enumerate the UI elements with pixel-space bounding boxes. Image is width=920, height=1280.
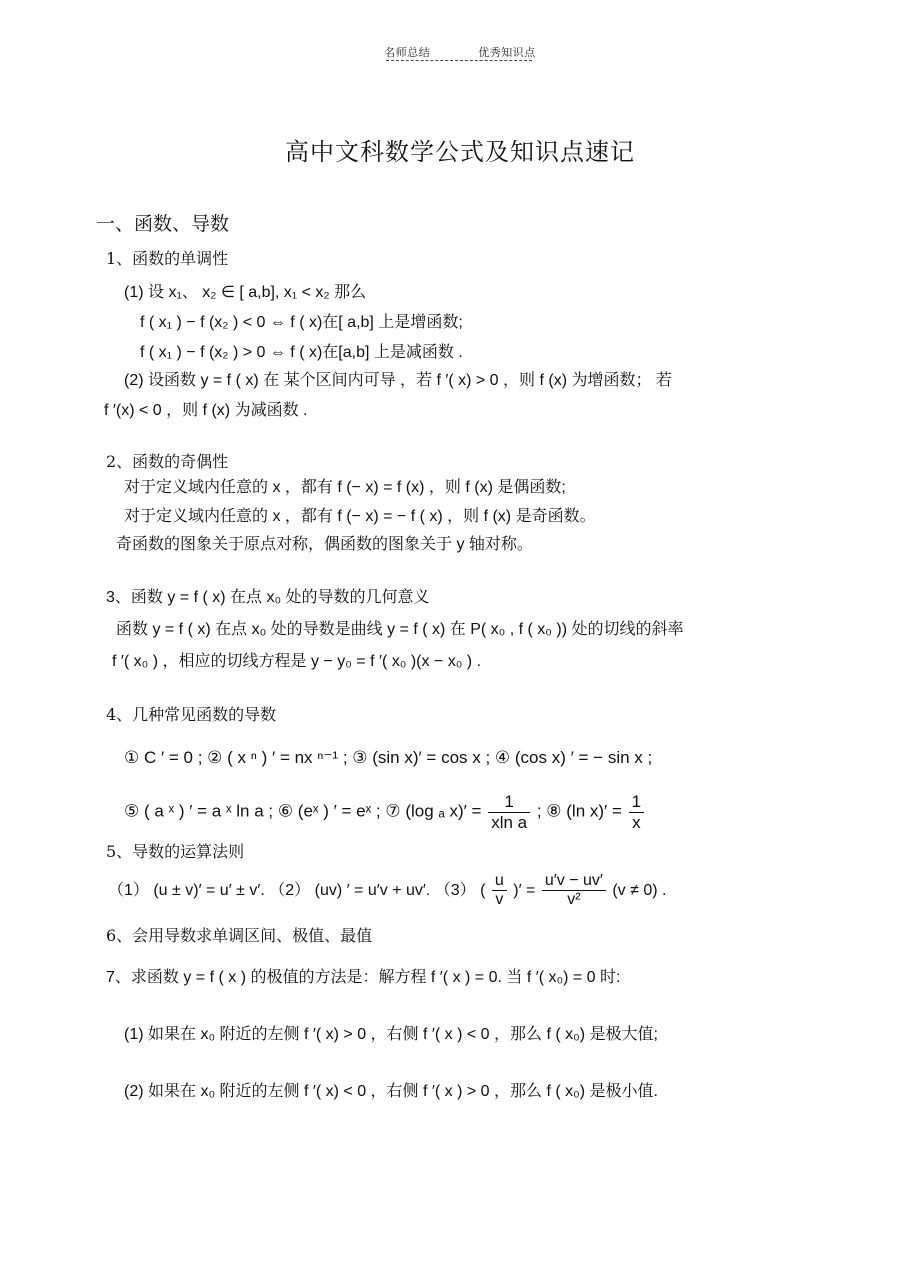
heading-extremum-method: 7、求函数 y = f ( x ) 的极值的方法是：解方程 f ′( x ) = 0. 当 f ′( x₀) = 0 时: — [106, 969, 621, 986]
extremum-minimum: (2) 如果在 x₀ 附近的左侧 f ′( x) < 0 ，右侧 f ′( x ) > 0 ，那么 f ( x₀) 是极小值. — [124, 1083, 658, 1100]
derivative-rules-formulas — [108, 872, 666, 910]
quotient-rule-middle: )′ = — [513, 882, 536, 900]
derivative-rules-sum-product: （1） (u ± v)′ = u′ ± v′. （2） (uv) ′ = u′v + uv′. （3） ( — [108, 882, 486, 900]
common-derivatives-row1: ① C ′ = 0 ; ② ( x ⁿ ) ′ = nx ⁿ⁻¹ ; ③ (sin x)′ = cos x ; ④ (cos x) ′ = − sin x ; — [124, 748, 653, 767]
ln-derivative-numerator: 1 — [629, 792, 644, 813]
heading-monotone-intervals: 6、会用导数求单调区间、极值、最值 — [106, 926, 373, 945]
page-title: 高中文科数学公式及知识点速记 — [285, 138, 635, 166]
header-divider — [386, 60, 532, 61]
parity-odd: 对于定义域内任意的 x ，都有 f (− x) = − f ( x) ，则 f (x) 是奇函数。 — [124, 508, 596, 525]
common-derivatives-row2-b: ; ⑧ (ln x)′ = — [536, 801, 622, 821]
heading-parity: 2、函数的奇偶性 — [106, 452, 229, 471]
parity-symmetry: 奇函数的图象关于原点对称，偶函数的图象关于 y 轴对称。 — [116, 536, 533, 553]
heading-monotonicity: 1、函数的单调性 — [106, 249, 229, 268]
monotonicity-decreasing: f ( x₁ ) − f (x₂ ) > 0 ⇔ f ( x)在[a,b] 上是减函数 . — [140, 344, 463, 361]
monotonicity-derivative-criterion-cont: f ′(x) < 0 ，则 f (x) 为减函数 . — [104, 402, 308, 419]
monotonicity-def: (1) 设 x₁、 x₂ ∈ [ a,b], x₁ < x₂ 那么 — [124, 284, 367, 301]
common-derivatives-row2-a: ⑤ ( a ˣ ) ′ = a ˣ ln a ; ⑥ (eˣ ) ′ = eˣ ; ⑦ (log ₐ x)′ = — [124, 801, 482, 821]
quotient-v: v — [495, 891, 504, 909]
parity-even: 对于定义域内任意的 x ，都有 f (− x) = f (x) ，则 f (x) 是偶函数; — [124, 479, 566, 496]
quotient-u: u — [492, 872, 507, 891]
heading-common-derivatives: 4、几种常见函数的导数 — [106, 705, 277, 724]
extremum-maximum: (1) 如果在 x₀ 附近的左侧 f ′( x) > 0 ，右侧 f ′( x ) < 0 ，那么 f ( x₀) 是极大值; — [124, 1026, 658, 1043]
log-derivative-fraction — [488, 792, 530, 832]
page-header — [0, 44, 920, 60]
ln-derivative-fraction — [629, 792, 644, 832]
quotient-rule-denominator: v² — [567, 891, 581, 909]
heading-derivative-rules: 5、导数的运算法则 — [106, 842, 245, 861]
header-left: 名师总结 — [384, 46, 431, 59]
section-heading-functions-derivatives: 一、函数、导数 — [96, 213, 230, 235]
header-right: 优秀知识点 — [478, 46, 536, 59]
monotonicity-derivative-criterion: (2) 设函数 y = f ( x) 在 某个区间内可导 ，若 f ′( x) > 0 ，则 f (x) 为增函数； 若 — [124, 372, 672, 389]
common-derivatives-row2 — [124, 792, 646, 832]
geometric-slope: 函数 y = f ( x) 在点 x₀ 处的导数是曲线 y = f ( x) 在 P( x₀ , f ( x₀ )) 处的切线的斜率 — [116, 621, 684, 638]
quotient-u-over-v — [492, 872, 507, 910]
ln-derivative-denominator: x — [632, 812, 641, 832]
log-derivative-denominator: xln a — [491, 812, 528, 832]
heading-geometric-meaning: 3、函数 y = f ( x) 在点 x₀ 处的导数的几何意义 — [106, 589, 430, 606]
quotient-rule-fraction — [542, 872, 606, 910]
geometric-tangent-equation: f ′( x₀ ) ，相应的切线方程是 y − y₀ = f ′( x₀ )(x − x₀ ) . — [112, 653, 482, 670]
log-derivative-numerator: 1 — [488, 792, 530, 813]
quotient-rule-condition: (v ≠ 0) . — [612, 882, 667, 900]
monotonicity-increasing: f ( x₁ ) − f (x₂ ) < 0 ⇔ f ( x)在[ a,b] 上是增函数; — [140, 314, 463, 331]
quotient-rule-numerator: u′v − uv′ — [542, 872, 606, 891]
